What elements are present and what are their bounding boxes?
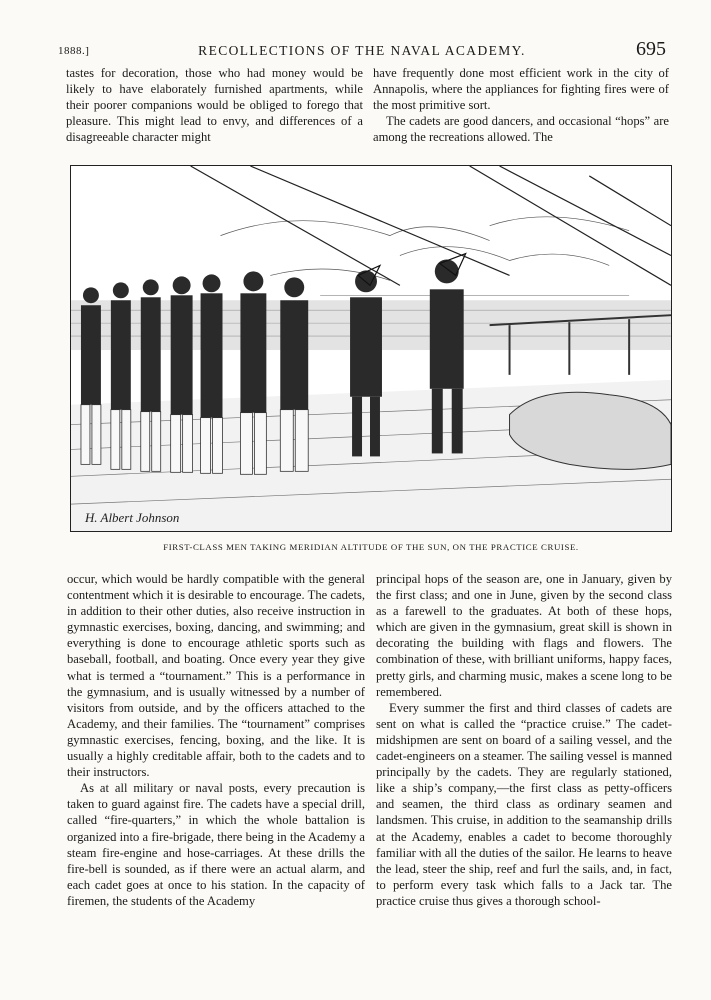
running-title: RECOLLECTIONS OF THE NAVAL ACADEMY. — [198, 43, 526, 58]
top-right-column — [373, 65, 669, 145]
paragraph: occur, which would be hardly compatible with the general contentment which it is desirable to encourage. The cadets, in addition to their other duties, also receive instruction in gymnastic exercises, boxing, dancing, and swimming; and everything is done to encourage athletic sports such as baseball, football, and boating. Once every year they give what is termed a “tournament.” This is a performance in the gymnasium, and is usually witnessed by a number of visitors from outside, and by the officers attached to the Academy, and their families. The “tournament” comprises gymnastic exercises, fencing, boxing, and the like. It is usually a highly creditable affair, both to the cadets and to their instructors. — [67, 572, 365, 780]
paragraph: The cadets are good dancers, and occasional “hops” are among the recreations allowed. The — [373, 114, 669, 145]
artist-signature: H. Albert Johnson — [84, 510, 180, 526]
page-number: 695 — [636, 38, 666, 60]
bottom-left-column — [67, 571, 365, 909]
paragraph: As at all military or naval posts, every precaution is taken to guard against fire. The cadets have a special drill, called “fire-quarters,” in which the whole battalion is organized into a fire-brigade, there being in the Academy a steam fire-engine and hose-carriages. At these drills the fire-bell is sounded, as if there were an actual alarm, and each cadet goes at once to his station. In the capacity of firemen, the students of the Academy — [67, 781, 365, 908]
paragraph: Every summer the first and third classes of cadets are sent on what is called the “practice cruise.” The cadet-midshipmen are sent on board of a sailing vessel, and the cadet-engineers on a steamer. The sailing vessel is manned principally by the cadets. They are regularly stationed, like a ship’s company,—the first class as petty-officers and seamen, the third class as ordinary seamen and landsmen. This cruise, in addition to the seamanship drills at the Academy, enables a cadet to become thoroughly familiar with all the duties of the sailor. He learns to heave the lead, steer the ship, reef and furl the sails, and, in fact, to perform every task which falls to a Jack tar. The practice cruise thus gives a thorough school- — [376, 700, 672, 908]
paragraph: principal hops of the season are, one in January, given by the first class; and one in June, given by the second class as a farewell to the graduates. At both of these hops, which are given in the gymnasium, great skill is shown in decorating the building with flags and flowers. The combination of these, with brilliant uniforms, happy faces, pretty girls, and charming music, makes a scene long to be remembered. — [376, 572, 672, 699]
paragraph: have frequently done most efficient work in the city of Annapolis, where the appliances for fighting fires were of the most primitive sort. — [373, 66, 669, 113]
top-left-column — [66, 65, 363, 145]
issue-date: 1888.] — [58, 45, 90, 57]
engraving-drawing — [71, 166, 671, 531]
bottom-right-column — [376, 571, 672, 909]
page-header — [58, 40, 666, 62]
illustration-caption: FIRST-CLASS MEN TAKING MERIDIAN ALTITUDE OF THE SUN, ON THE PRACTICE CRUISE. — [163, 542, 579, 552]
paragraph: tastes for decoration, those who had money would be likely to have elaborately furnished apartments, while their poorer companions would be obliged to forego that pleasure. This might lead to envy, and differences of a disagreeable character might — [66, 66, 363, 145]
illustration-cadets-sextant — [70, 165, 672, 532]
